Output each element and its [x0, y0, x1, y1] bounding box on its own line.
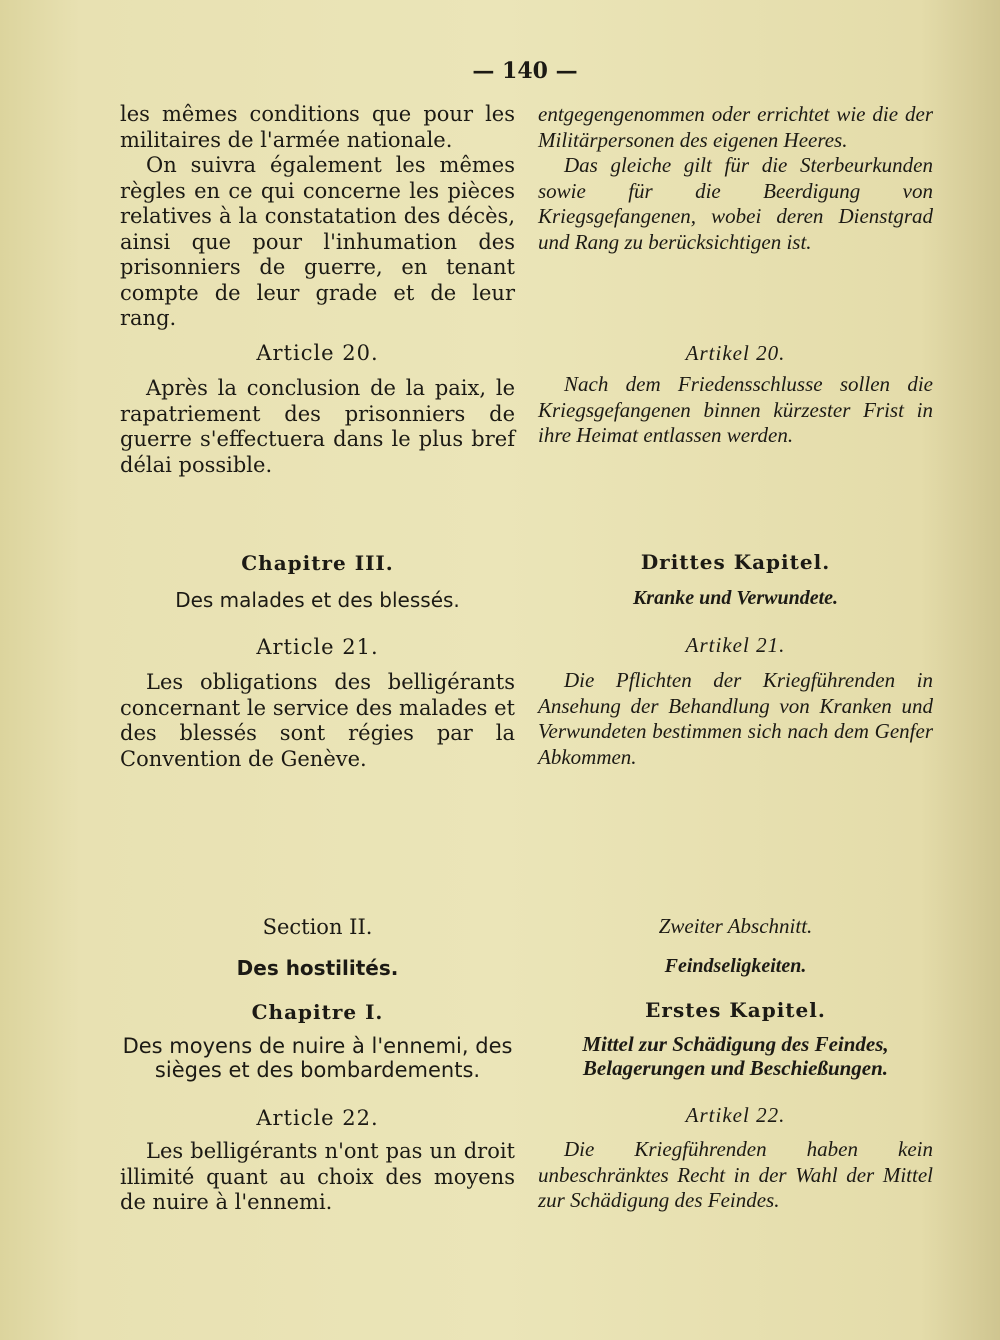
de-section2-title: Zweiter Abschnitt.: [658, 914, 813, 938]
de-chapter1-subtitle: Mittel zur Schädigung des Feindes, Belagerungen und Beschießungen.: [582, 1032, 889, 1080]
page-number: — 140 —: [472, 58, 578, 84]
de-article22-title: Artikel 22.: [685, 1103, 786, 1127]
de-chapter1-title: Erstes Kapitel.: [645, 998, 826, 1022]
fr-chapter3-title: Chapitre III.: [241, 551, 394, 575]
de-article21-title: Artikel 21.: [685, 633, 786, 657]
de-para-sterbe: Das gleiche gilt für die Sterbeurkunden sowie für die Beerdigung von Kriegsgefangenen, wobei deren Dienstgrad und Rang zu berücksichtigen ist.: [538, 153, 933, 254]
de-article20-title: Artikel 20.: [685, 341, 786, 365]
fr-para-deces: On suivra également les mêmes règles en ce qui concerne les pièces relatives à la constatation des décès, ainsi que pour l'inhumation des prisonniers de guerre, en tenant compte de leur grade et de leur rang.: [120, 153, 515, 330]
fr-chapter1-subtitle: Des moyens de nuire à l'ennemi, des sièges et des bombardements.: [122, 1034, 513, 1082]
fr-article20-text: Après la conclusion de la paix, le rapatriement des prisonniers de guerre s'effectuera dans le plus bref délai possible.: [120, 376, 515, 477]
fr-section2-subtitle: Des hostilités.: [236, 956, 399, 980]
fr-article20-title: Article 20.: [256, 341, 379, 365]
fr-section2-title: Section II.: [262, 915, 373, 939]
fr-article21-title: Article 21.: [256, 635, 379, 659]
de-section2-subtitle: Feindseligkeiten.: [664, 955, 807, 977]
fr-chapter3-subtitle: Des malades et des blessés.: [175, 588, 460, 612]
de-continuation: entgegengenommen oder errichtet wie die der Militärpersonen des eigenen Heeres.: [538, 102, 933, 152]
fr-continuation: les mêmes conditions que pour les militaires de l'armée nationale.: [120, 102, 515, 152]
de-chapter3-title: Drittes Kapitel.: [640, 550, 831, 574]
fr-article22-title: Article 22.: [256, 1106, 379, 1130]
fr-article21-text: Les obligations des belligérants concernant le service des malades et des blessés sont régies par la Convention de Genève.: [120, 670, 515, 771]
de-article21-text: Die Pflichten der Kriegführenden in Ansehung der Behandlung von Kranken und Verwundeten bestimmen sich nach dem Genfer Abkommen.: [538, 668, 933, 769]
fr-article22-text: Les belligérants n'ont pas un droit illimité quant au choix des moyens de nuire à l'ennemi.: [120, 1139, 515, 1214]
de-chapter3-subtitle: Kranke und Verwundete.: [632, 587, 839, 609]
de-article20-text: Nach dem Friedensschlusse sollen die Kriegsgefangenen binnen kürzester Frist in ihre Heimat entlassen werden.: [538, 372, 933, 447]
de-article22-text: Die Kriegführenden haben kein unbeschränktes Recht in der Wahl der Mittel zur Schädigung des Feindes.: [538, 1137, 933, 1212]
fr-chapter1-title: Chapitre I.: [251, 1000, 384, 1024]
